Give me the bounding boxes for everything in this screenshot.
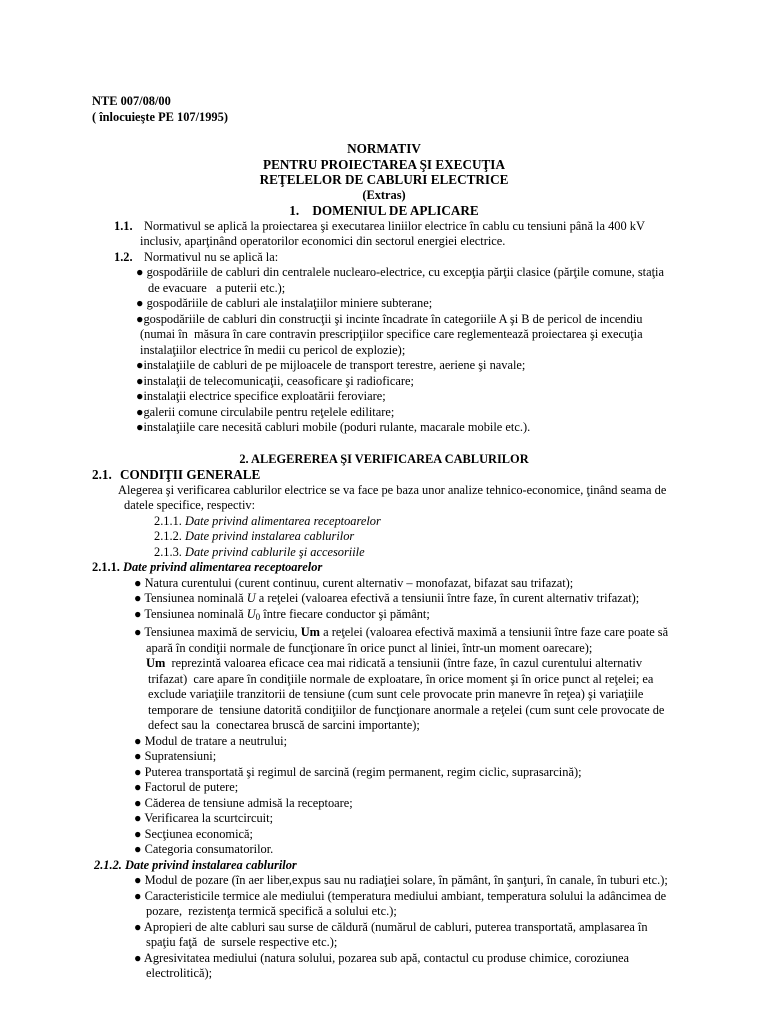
- list-item: ●instalaţii de telecomunicaţii, ceasoficare şi radioficare;: [136, 373, 414, 388]
- subsection-number: 2.1.1.: [92, 560, 120, 574]
- section-1-heading: 1. DOMENIUL DE APLICARE: [289, 203, 479, 218]
- toc-number: 2.1.1.: [154, 513, 182, 528]
- paragraph-1-2: [0, 250, 768, 266]
- intro-text-cont: datele specifice, respectiv:: [124, 498, 256, 512]
- bullet-text: ● Tensiunea maximă de serviciu,: [134, 625, 301, 639]
- list-item-cont: (numai în măsura în care contravin prescripţiilor specifice care reglementează proiectarea şi execuţia: [140, 327, 643, 341]
- bullet-item: ● Puterea transportată şi regimul de sarcină (regim permanent, regim ciclic, suprasarcină);: [134, 764, 582, 779]
- standard-code: NTE 007/08/00: [92, 94, 171, 108]
- toc-number: 2.1.3.: [154, 544, 182, 559]
- list-item: ● gospodăriile de cabluri din centralele nuclearo-electrice, cu excepţia părţii clasice (părţile comune, staţia: [136, 265, 664, 279]
- doc-title-line2: PENTRU PROIECTAREA ŞI EXECUŢIA: [263, 156, 505, 172]
- voltage-symbol: U: [246, 606, 256, 621]
- paragraph-1-1: [0, 219, 768, 235]
- bullet-item: ● Natura curentului (curent continuu, curent alternativ – monofazat, bifazat sau trifazat);: [134, 575, 574, 590]
- bullet-item: ● Factorul de putere;: [134, 780, 239, 794]
- list-item-cont: instalaţiilor electrice în medii cu pericol de explozie);: [140, 342, 406, 357]
- definition-text-cont: defect sau la conectarea bruscă de sarcini importante);: [148, 718, 420, 732]
- toc-title: Date privind cablurile şi accesoriile: [185, 544, 365, 559]
- bullet-text: ● Tensiunea nominală: [134, 606, 247, 621]
- bullet-text: a reţelei (valoarea efectivă a tensiunii între faze, în curent alternativ trifazat);: [255, 591, 640, 605]
- doc-title-line1: NORMATIV: [347, 141, 421, 156]
- spacer: [0, 125, 768, 141]
- bullet-item: ● Verificarea la scurtcircuit;: [134, 811, 274, 825]
- um-symbol: Um: [300, 625, 321, 639]
- paragraph-text: Normativul nu se aplică la:: [144, 249, 279, 264]
- list-item: ●gospodăriile de cabluri din construcţii şi incinte încadrate în categoriile A şi B de pericol de incendiu: [136, 311, 643, 326]
- list-item: ●galerii comune circulabile pentru reţelele edilitare;: [136, 404, 395, 419]
- bullet-item: [0, 607, 768, 626]
- bullet-item: ● Modul de tratare a neutrului;: [134, 733, 288, 748]
- toc-title: Date privind alimentarea receptoarelor: [185, 513, 381, 528]
- toc-title: Date privind instalarea cablurilor: [185, 529, 355, 543]
- bullet-item: ● Agresivitatea mediului (natura solului, pozarea sub apă, contactul cu produse chimice, coroziunea: [134, 950, 630, 965]
- subsection-title: Date privind alimentarea receptoarelor: [123, 560, 323, 574]
- bullet-item: ● Secţiunea economică;: [134, 826, 253, 841]
- paragraph-number: 1.2.: [114, 249, 133, 264]
- bullet-item-cont: pozare, rezistenţa termică specifică a solului etc.);: [146, 904, 397, 918]
- definition-text: reprezintă valoarea eficace cea mai ridicată a tensiunii (între faze, în cazul curentului alternativ: [165, 656, 643, 670]
- bullet-item: ● Caracteristicile termice ale mediului (temperatura mediului ambiant, temperatura solului la adâncimea de: [134, 888, 667, 903]
- doc-title-line3: REŢELELOR DE CABLURI ELECTRICE: [259, 172, 509, 187]
- subsection-2-1-1-heading: [0, 560, 768, 576]
- definition-text-cont: exclude variaţiile tranzitorii de tensiune (cum sunt cele provocate prin manevre în reţea) şi variaţiile: [148, 687, 644, 701]
- section-2-heading: 2. ALEGEREREA ŞI VERIFICAREA CABLURILOR: [239, 451, 529, 466]
- subsection-title: CONDIŢII GENERALE: [120, 467, 261, 482]
- list-item: ●instalaţiile de cabluri de pe mijloacele de transport terestre, aeriene şi navale;: [136, 358, 526, 372]
- voltage-symbol: U: [246, 591, 256, 605]
- voltage-subscript: 0: [255, 611, 261, 622]
- um-symbol: Um: [146, 656, 166, 670]
- bullet-item: ● Căderea de tensiune admisă la receptoare;: [134, 795, 353, 810]
- list-item: ● gospodăriile de cabluri ale instalaţiilor miniere subterane;: [136, 296, 433, 310]
- spacer: [0, 436, 768, 452]
- bullet-item-cont: spaţiu faţă de sursele respective etc.);: [146, 935, 338, 949]
- bullet-item: [0, 625, 768, 641]
- paragraph-text: Normativul se aplică la proiectarea şi executarea liniilor electrice în cablu cu tensiuni până la 400 kV: [144, 218, 645, 233]
- definition-text-cont: temporare de tensiune datorită condiţiilor de funcţionare anormale a reţelei (cum sunt cele provocate de: [148, 702, 665, 717]
- bullet-text: ● Tensiunea nominală: [134, 591, 247, 605]
- bullet-item-cont: electrolitică);: [146, 966, 213, 980]
- um-definition: [0, 656, 768, 672]
- bullet-text: între fiecare conductor şi pământ;: [260, 606, 430, 621]
- doc-title-extract: (Extras): [362, 187, 406, 202]
- bullet-item: ● Modul de pozare (în aer liber,expus sau nu radiaţiei solare, în pământ, în şanţuri, în canale, în tuburi etc.);: [134, 873, 668, 887]
- paragraph-1-1-cont: inclusiv, aparţinând operatorilor economici din sectorul energiei electrice.: [140, 234, 506, 248]
- definition-text-cont: trifazat) care apare în condiţiile normale de exploatare, în orice moment şi în orice punct al reţelei; ea: [148, 671, 654, 686]
- bullet-text: a reţelei (valoarea efectivă maximă a tensiunii între faze care poate să: [320, 625, 669, 639]
- toc-item: [0, 529, 768, 545]
- replaces-note: ( înlocuieşte PE 107/1995): [92, 109, 228, 124]
- toc-item: [0, 545, 768, 561]
- bullet-item: [0, 591, 768, 607]
- subsection-2-1-heading: [0, 467, 768, 483]
- bullet-item: ● Apropieri de alte cabluri sau surse de căldură (numărul de cabluri, puterea transportată, amplasarea în: [134, 919, 648, 934]
- bullet-item: ● Categoria consumatorilor.: [134, 842, 274, 856]
- intro-text: Alegerea şi verificarea cablurilor electrice se va face pe baza unor analize tehnico-economice, ţinând seama de: [118, 482, 667, 497]
- bullet-item: ● Supratensiuni;: [134, 749, 217, 763]
- document-page: [0, 94, 768, 982]
- subsection-number: 2.1.: [92, 467, 112, 482]
- paragraph-number: 1.1.: [114, 218, 133, 233]
- bullet-item-cont: apară în condiţii normale de funcţionare în orice punct al liniei, într-un moment oarecare);: [146, 640, 593, 655]
- subsection-2-1-2-heading: 2.1.2. Date privind instalarea cablurilor: [94, 857, 297, 872]
- toc-item: [0, 514, 768, 530]
- list-item-cont: de evacuare a puterii etc.);: [148, 280, 286, 295]
- list-item: ●instalaţiile care necesită cabluri mobile (poduri rulante, macarale mobile etc.).: [136, 420, 531, 434]
- list-item: ●instalaţii electrice specifice exploatării feroviare;: [136, 389, 386, 403]
- toc-number: 2.1.2.: [154, 529, 182, 543]
